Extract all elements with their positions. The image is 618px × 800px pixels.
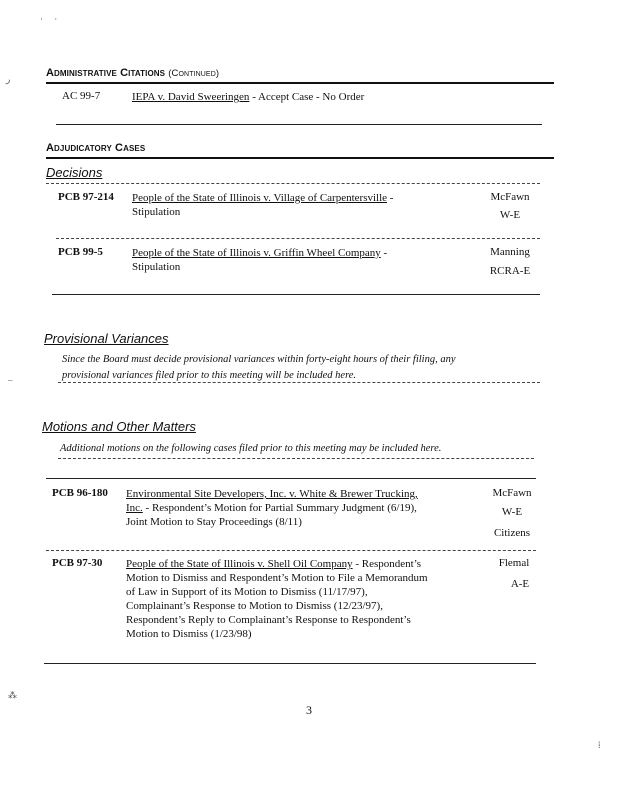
case-number: PCB 99-5 [58, 246, 103, 258]
divider [56, 124, 542, 125]
motion-text: Respondent’s Reply to Complainant’s Response to Respondent’s [126, 614, 411, 626]
motion-text: - Respondent’s Motion for Partial Summary Judgment (6/19), [142, 502, 417, 514]
provisional-note [62, 352, 542, 384]
divider [46, 550, 536, 551]
board-member: Flemal [498, 557, 530, 569]
motion-text: Complainant’s Response to Motion to Dismiss (12/23/97), [126, 600, 383, 612]
scan-speck: ⁞ [598, 740, 601, 750]
divider [56, 238, 540, 239]
scan-speck: · · [40, 14, 58, 24]
board-member: Manning [490, 246, 530, 258]
subheading-decisions: Decisions [46, 165, 103, 180]
motion-text: Motion to Dismiss and Respondent’s Motion to File a Memorandum [126, 572, 428, 584]
divider [52, 294, 540, 295]
divider [46, 478, 536, 479]
case-title: IEPA v. David Sweeringen [132, 91, 250, 103]
case-entry [126, 487, 466, 529]
divider [44, 663, 536, 664]
divider [58, 458, 534, 459]
motions-note: Additional motions on the following cases filed prior to this meeting may be included here. [60, 443, 442, 454]
page-number: 3 [306, 703, 312, 717]
case-title: People of the State of Illinois v. Griffin Wheel Company [132, 247, 381, 259]
scan-speck: – [8, 375, 13, 385]
motion-text: - Respondent’s [352, 558, 422, 570]
divider [46, 183, 540, 184]
case-title-cont: Inc. [126, 502, 143, 514]
case-type-code: W-E [501, 506, 523, 518]
heading-continued: (Continued) [168, 68, 220, 79]
case-entry [132, 191, 432, 219]
case-suffix: - [380, 247, 388, 259]
section-heading-motions: Motions and Other Matters [42, 419, 196, 434]
case-number: PCB 97-214 [58, 191, 114, 203]
case-extra: Citizens [493, 527, 531, 539]
case-type-code: W-E [499, 209, 521, 221]
case-number: AC 99-7 [62, 90, 101, 102]
scan-speck: ⁂ [8, 690, 17, 700]
case-entry [132, 246, 432, 274]
motion-text: Motion to Dismiss (1/23/98) [126, 628, 252, 640]
case-type-code: RCRA-E [489, 265, 531, 277]
note-line: provisional variances filed prior to this meeting will be included here. [62, 370, 357, 381]
note-line: Since the Board must decide provisional variances within forty-eight hours of their filing, any [62, 354, 456, 365]
divider [58, 382, 540, 383]
board-member: McFawn [492, 487, 532, 499]
section-heading-admin-citations [46, 67, 219, 79]
divider [46, 157, 554, 159]
case-disposition: Stipulation [132, 206, 181, 218]
case-number: PCB 97-30 [52, 557, 103, 569]
section-heading-adjudicatory: Adjudicatory Cases [46, 142, 146, 154]
divider [46, 82, 554, 84]
board-member: McFawn [490, 191, 530, 203]
case-entry [132, 90, 364, 104]
case-title: People of the State of Illinois v. Shell Oil Company [126, 558, 353, 570]
scan-speck: ر [6, 74, 11, 84]
case-title: Environmental Site Developers, Inc. v. White & Brewer Trucking, [126, 488, 418, 500]
heading-text: Administrative Citations [46, 67, 166, 79]
case-title: People of the State of Illinois v. Village of Carpentersville [132, 192, 388, 204]
section-heading-provisional-variances: Provisional Variances [44, 331, 169, 346]
case-disposition: - Accept Case - No Order [252, 91, 365, 103]
case-disposition: Stipulation [132, 261, 181, 273]
motion-text: of Law in Support of its Motion to Dismiss (11/17/97), [126, 586, 368, 598]
case-suffix: - [387, 192, 394, 204]
motion-text: Joint Motion to Stay Proceedings (8/11) [126, 516, 302, 528]
case-entry [126, 557, 466, 641]
case-type-code: A-E [510, 578, 530, 590]
case-number: PCB 96-180 [52, 487, 108, 499]
